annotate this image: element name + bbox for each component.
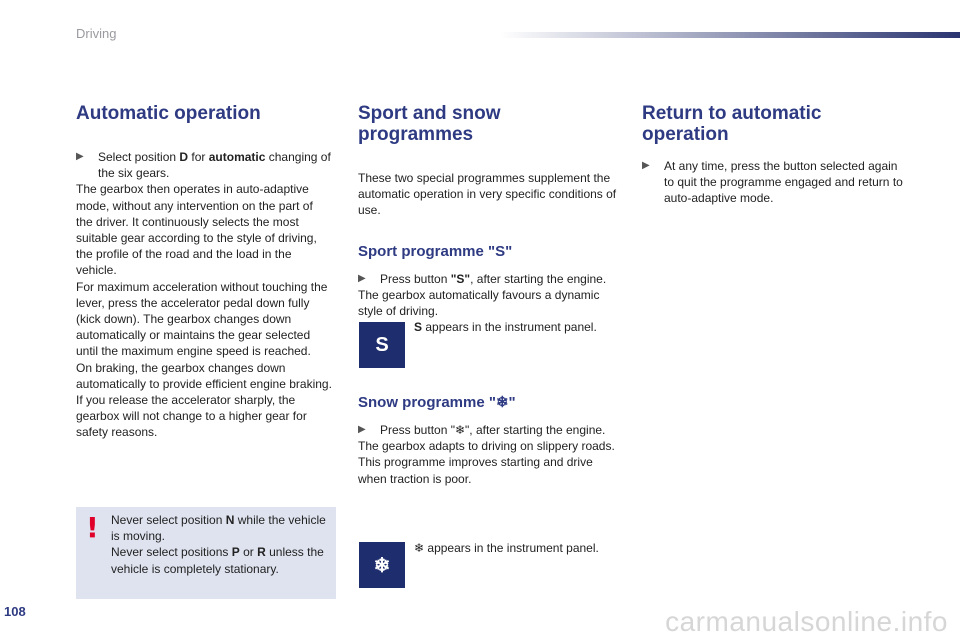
snowflake-icon: ❄ xyxy=(454,423,466,437)
page-number: 108 xyxy=(4,604,26,619)
warning-text: Never select position N while the vehicle is moving. Never select positions P or R unless the vehicle is completely stationary. xyxy=(111,513,326,576)
watermark: carmanualsonline.info xyxy=(665,606,948,637)
sport-snow-section xyxy=(358,103,620,319)
snow-programme-heading: Snow programme "❄" xyxy=(358,394,516,411)
sport-programme-heading: Sport programme "S" xyxy=(358,242,513,260)
sport-snow-heading: Sport and snow programmes xyxy=(358,103,501,145)
sport-description: The gearbox automatically favours a dynamic style of driving. xyxy=(358,287,600,319)
snowflake-icon: ❄ xyxy=(414,541,425,555)
automatic-operation-section xyxy=(76,103,332,441)
snow-description-1: The gearbox adapts to driving on slippery roads. xyxy=(358,439,615,454)
snow-indicator-icon: ❄ xyxy=(359,542,405,588)
sport-indicator-caption: S appears in the instrument panel. xyxy=(414,320,597,334)
kick-down-paragraph: For maximum acceleration without touching the lever, press the accelerator pedal down fully (kick down). The gearbox changes down automatically or maintains the gear selected until the maximum engine speed is reached. xyxy=(76,279,328,359)
bullet-arrow-icon: ▶ xyxy=(358,272,366,284)
return-automatic-heading: Return to automatic operation xyxy=(642,103,822,145)
sport-instruction: ▶ Press button "S", after starting the engine. xyxy=(358,271,607,286)
snow-description-2: This programme improves starting and drive when traction is poor. xyxy=(358,455,593,486)
snow-programme-section xyxy=(358,394,620,487)
auto-adaptive-paragraph: The gearbox then operates in auto-adaptive mode, without any intervention on the part of the driver. It continuously selects the most suitable gear according to the style of driving, the profile of the road and the load in the vehicle. xyxy=(76,182,317,278)
sport-snow-intro: These two special programmes supplement the automatic operation in very specific conditions of use. xyxy=(358,171,617,218)
snow-instruction: ▶ Press button "❄", after starting the engine. xyxy=(358,423,606,437)
warning-icon: ! xyxy=(86,511,99,544)
automatic-operation-heading: Automatic operation xyxy=(76,103,261,124)
section-title: Driving xyxy=(76,26,117,41)
snow-indicator-caption: ❄ appears in the instrument panel. xyxy=(414,541,599,555)
return-instruction: ▶ At any time, press the button selected again to quit the programme engaged and return to auto-adaptive mode. xyxy=(642,159,903,206)
bullet-arrow-icon: ▶ xyxy=(76,151,84,162)
bullet-arrow-icon: ▶ xyxy=(358,424,366,435)
braking-paragraph: On braking, the gearbox changes down automatically to provide efficient engine braking. xyxy=(76,360,332,391)
header-gradient-bar xyxy=(500,32,960,38)
bullet-arrow-icon: ▶ xyxy=(642,160,650,171)
select-position-instruction: ▶ Select position D for automatic changing of the six gears. xyxy=(76,150,331,181)
warning-box xyxy=(76,507,336,599)
return-automatic-section xyxy=(642,103,904,207)
release-accelerator-paragraph: If you release the accelerator sharply, the gearbox will not change to a higher gear for safety reasons. xyxy=(76,393,307,440)
sport-indicator-icon: S xyxy=(359,322,405,368)
snowflake-icon: ❄ xyxy=(495,394,509,411)
